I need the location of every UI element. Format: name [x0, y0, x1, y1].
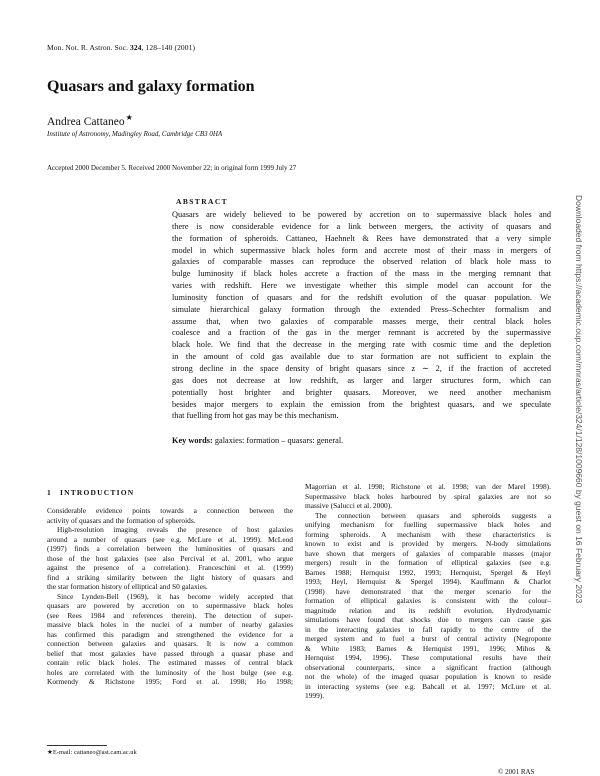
body-text-line: mergers) result in the formation of elliptical galaxies (see e.g.	[305, 558, 551, 567]
journal-pages-year: , 128–140 (2001)	[141, 43, 196, 52]
abstract-line: that fuelling from hot gas may be this mechanism.	[172, 411, 339, 421]
body-text-line: Since Lynden-Bell (1969), it has become widely accepted that	[57, 591, 293, 601]
body-text-line: contain relic black holes. The estimated masses of central black	[47, 658, 293, 667]
body-text-line: The connection between quasars and spheroids suggests a	[315, 510, 551, 520]
body-text-line: find a striking similarity between the light history of quasars and	[47, 572, 293, 582]
body-text-line: merged system and to fuel a burst of central activity (Negroponte	[305, 634, 551, 643]
footnote-rule	[47, 745, 107, 746]
body-text-line: Barnes 1988; Hernquist 1992, 1993; Hernquist, Spergel & Heyl	[305, 567, 551, 577]
body-text-line: observational counterparts, since a significant fraction (although	[305, 662, 551, 672]
dates-line: Accepted 2000 December 5. Received 2000 November 22; in original form 1999 July 27	[47, 164, 297, 172]
abstract-line: bulge luminosity if black holes accrete a fraction of the mass in the merging remnant that	[172, 269, 551, 279]
copyright: © 2001 RAS	[498, 768, 535, 776]
abstract-line: gas does not decrease at low redshift, as larger and larger structures form, which can	[172, 375, 551, 385]
body-text-line: those of the host galaxies (see also Percival et al. 2001, who argue	[47, 553, 293, 563]
abstract-line: besides major mergers to explain the emission from the brightest quasars, and we speculate	[172, 399, 551, 409]
body-text-line: magnitude relation and its redshift evolution. Hydrodynamic	[305, 605, 551, 615]
body-text-line: the star formation history of elliptical and S0 galaxies.	[47, 582, 208, 591]
abstract-line: galaxies of comparable masses can reproduce the observed relation of black hole mass to	[172, 257, 551, 267]
abstract-line: there is now considerable evidence for a link between mergers, the activity of quasars and	[172, 221, 551, 231]
body-text-line: connection between galaxies and quasars. It is now a common	[47, 639, 293, 648]
body-text-line: (1997) finds a correlation between the luminosities of quasars and	[47, 544, 293, 553]
download-watermark	[574, 195, 586, 755]
abstract-line: assume that, when two galaxies of comparable masses merge, their central black holes	[172, 316, 551, 326]
abstract-line: potentially host brighter and brighter quasars. Moreover, we need another mechanism	[172, 387, 551, 397]
body-text-line: forming spheroids. A mechanism with these characteristics is	[305, 529, 551, 539]
body-text-line: known to exist and is provided by mergers. N-body simulations	[305, 539, 551, 548]
section-title: INTRODUCTION	[59, 488, 135, 497]
keywords-label: Key words:	[172, 436, 213, 445]
body-text-line: Hernquist 1994, 1996). These computational results have their	[305, 653, 551, 662]
body-text-line: simulations have found that shocks due to mergers can cause gas	[305, 615, 551, 624]
body-text-line: 1999).	[305, 691, 325, 700]
abstract-line: varies with redshift. Here we investigate whether this simple model can account for the	[172, 281, 551, 291]
left-column-text	[47, 506, 293, 687]
body-text-line: Supermassive black holes harboured by spiral galaxies are not so	[305, 491, 551, 501]
body-text-line: activity of quasars and the formation of spheroids.	[47, 515, 196, 525]
abstract-line: Quasars are widely believed to be powered by accretion on to supermassive black holes and	[172, 210, 551, 219]
body-text-line: Kormendy & Richstone 1995; Ford et al. 1998; Ho 1998;	[47, 677, 293, 686]
abstract-line: in the amount of cold gas available due to star formation are not sufficient to explain the	[172, 352, 551, 362]
body-text-line: Considerable evidence points towards a connection between the	[47, 506, 293, 515]
body-text-line: in interacting systems (see e.g. Bahcall et al. 1997; McLure et al.	[305, 681, 551, 691]
body-text-line: against the presence of a correlation). Franceschini et al. (1999)	[47, 563, 293, 572]
body-text-line: massive black holes in the nuclei of a number of nearby galaxies	[47, 620, 293, 629]
body-text-line: unifying mechanism for fuelling supermassive black holes and	[305, 520, 551, 529]
body-text-line: have shown that mergers of galaxies of comparable masses (major	[305, 548, 551, 558]
journal-volume: 324	[130, 43, 142, 52]
right-column-text	[305, 482, 551, 701]
body-text-line: massive (Salucci et al. 2000).	[305, 501, 393, 510]
abstract-line: model in which supermassive black holes form and accrete most of their mass in mergers of	[172, 245, 551, 255]
body-text-line: quasars are powered by accretion on to supermassive black holes	[47, 601, 293, 610]
author-footnote-mark: ★	[125, 113, 133, 122]
footnote: ★E-mail: cattaneo@ast.cam.ac.uk	[47, 749, 137, 756]
body-text-line: holes are correlated with the luminosity of the host bulge (see e.g.	[47, 667, 293, 677]
abstract-line: simulate hierarchical galaxy formation through the extended Press–Schechter formalism and	[172, 304, 551, 314]
body-text-line: has confirmed this paradigm and strengthened the evidence for a	[47, 629, 293, 639]
abstract-line: luminosity function of quasars and for the redshift evolution of the quasar population. We	[172, 292, 551, 302]
journal-prefix: Mon. Not. R. Astron. Soc.	[47, 43, 129, 52]
download-watermark-text[interactable]: Downloaded from https://academic.oup.com/mnras/article/324/1/128/1009660 by guest on 16 February 2023	[574, 195, 584, 604]
body-text-line: Magorrian et al. 1998; Richstone et al. 1998; van der Marel 1998).	[305, 482, 551, 491]
body-text-line: formation of elliptical galaxies is consistent with the colour–	[305, 596, 551, 605]
section-number: 1	[47, 488, 52, 497]
body-text-line: 1993; Heyl, Hernquist & Spergel 1994). Kauffmann & Charlot	[305, 577, 551, 586]
journal-citation	[47, 43, 195, 52]
body-text-line: belief that most galaxies have passed through a quasar phase and	[47, 648, 293, 658]
author-name: Andrea Cattaneo	[47, 115, 125, 128]
abstract-line: coalesce and a fraction of the gas in the merger remnant is accreted by the supermassive	[172, 328, 551, 338]
abstract-line: strong decline in the space density of bright quasars since z ∼ 2, if the fraction of accreted	[172, 363, 551, 373]
body-text-line: around a number of quasars (see e.g. McLure et al. 1999). McLeod	[47, 534, 293, 544]
affiliation: Institute of Astronomy, Madingley Road, Cambridge CB3 0HA	[47, 130, 223, 138]
keywords-text: galaxies: formation – quasars: general.	[212, 436, 344, 445]
author-line	[47, 113, 133, 128]
body-text-line: & White 1983; Barnes & Hernquist 1991, 1996; Mihos &	[305, 643, 551, 653]
body-text-line: (1998) have demonstrated that the merger scenario for the	[305, 586, 551, 596]
body-text-line: in the interacting galaxies to fall rapidly to the centre of the	[305, 624, 551, 634]
body-text-line: High-resolution imaging reveals the presence of host galaxies	[57, 525, 293, 534]
section-heading	[47, 488, 134, 497]
keywords	[172, 436, 343, 445]
abstract-body	[172, 209, 551, 422]
abstract-line: black hole. We find that the decrease in the merging rate with cosmic time and the depletion	[172, 340, 551, 350]
paper-title: Quasars and galaxy formation	[47, 78, 255, 95]
body-text-line: (see Rees 1984 and references therein). The detection of super-	[47, 610, 293, 620]
abstract-line: the formation of spheroids. Cattaneo, Haehnelt & Rees have demonstrated that a very simple	[172, 233, 551, 243]
abstract-heading: ABSTRACT	[176, 197, 229, 206]
body-text-line: not the whole) of the imaged quasar population is known to reside	[305, 672, 551, 681]
